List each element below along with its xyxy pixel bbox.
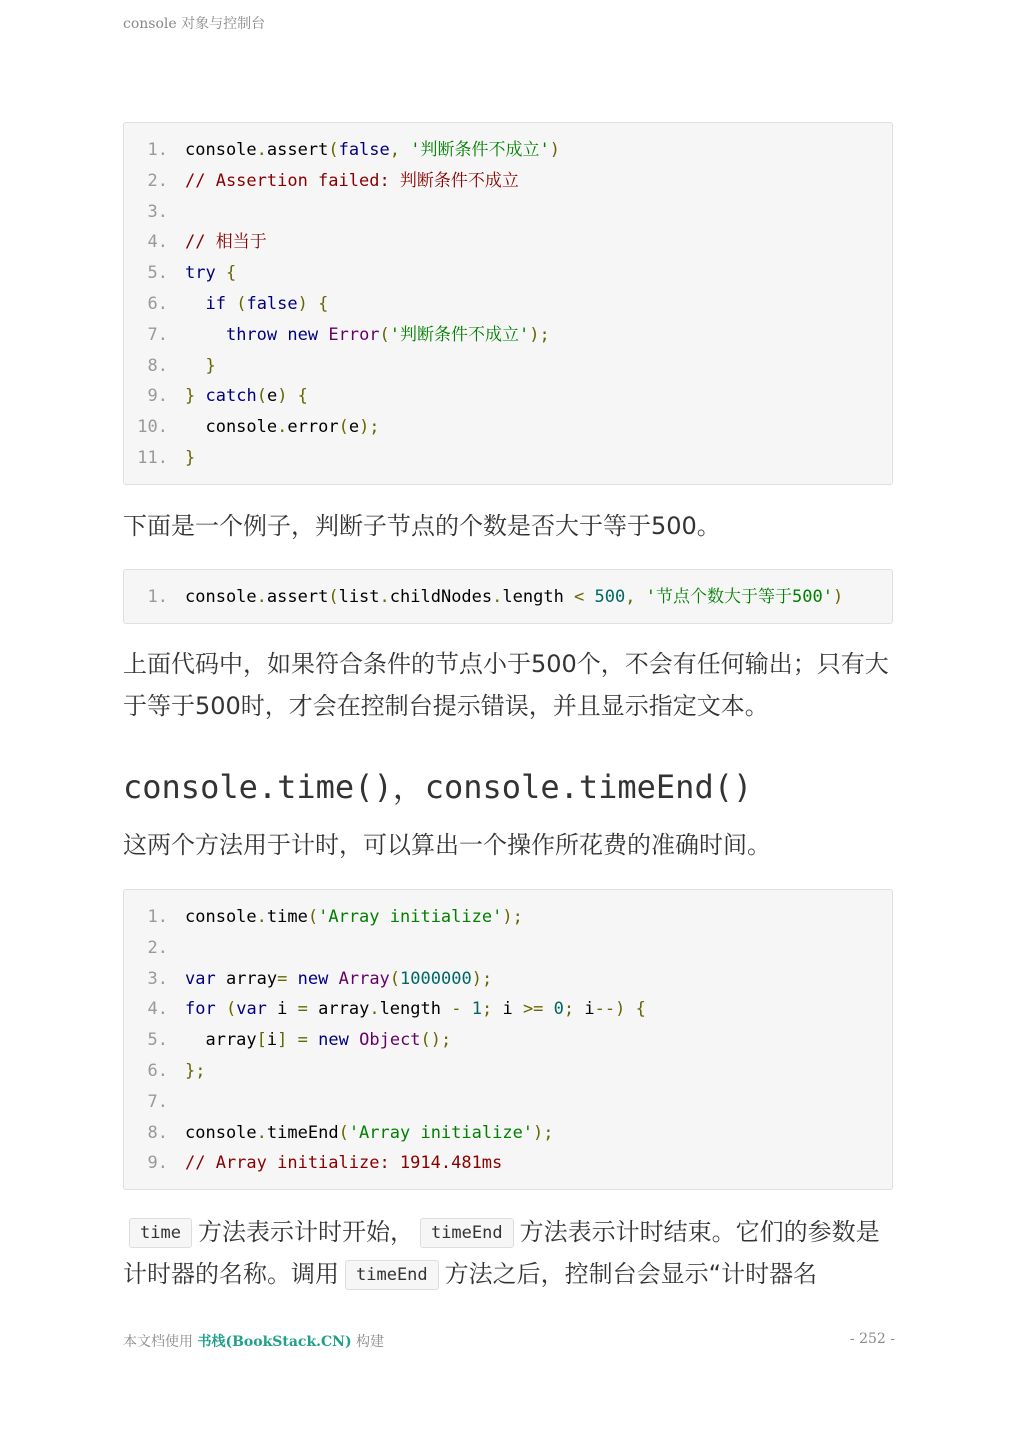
code-line: 3. var array= new Array(1000000); [147, 968, 493, 989]
code-block-time [123, 889, 893, 1190]
code-line: 6. }; [147, 1060, 206, 1081]
inline-code-timeend: timeEnd [345, 1260, 439, 1290]
bookstack-link[interactable]: 书栈(BookStack.CN) [197, 1334, 352, 1350]
code-line: 5. try { [147, 263, 237, 284]
paragraph-explanation: 上面代码中，如果符合条件的节点小于500个，不会有任何输出；只有大于等于500时，才会在控制台提示错误，并且显示指定文本。 [123, 650, 889, 720]
code-line: 2. [147, 937, 168, 958]
section-heading: console.time()，console.timeEnd() [123, 768, 753, 806]
code-line: 1. console.assert(false, '判断条件不成立') [147, 140, 560, 160]
paragraph-time-intro: 这两个方法用于计时，可以算出一个操作所花费的准确时间。 [123, 831, 771, 859]
code-line: 8. console.timeEnd('Array initialize'); [147, 1122, 554, 1143]
page-number: - 252 - [849, 1331, 895, 1347]
code-line: 9. } catch(e) { [147, 386, 308, 407]
code-line: 9. // Array initialize: 1914.481ms [147, 1153, 503, 1174]
code-line: 11. } [137, 447, 196, 468]
code-line: 10. console.error(e); [137, 417, 380, 438]
code-block-assert [123, 122, 893, 485]
inline-code-timeend: timeEnd [420, 1218, 514, 1248]
code-line: 4. for (var i = array.length - 1; i >= 0; i--) { [147, 999, 646, 1020]
code-line: 3. [147, 201, 168, 222]
running-header: console 对象与控制台 [123, 16, 266, 32]
code-line: 8. } [147, 355, 216, 376]
code-line: 1. console.time('Array initialize'); [147, 907, 523, 927]
code-line: 2. // Assertion failed: 判断条件不成立 [147, 170, 519, 191]
code-line: 4. // 相当于 [147, 232, 267, 253]
code-block-childnodes [123, 569, 893, 624]
code-line: 6. if (false) { [147, 293, 329, 314]
paragraph-example-intro: 下面是一个例子，判断子节点的个数是否大于等于500。 [123, 512, 721, 540]
footer-credit: 本文档使用 书栈(BookStack.CN) 构建 [123, 1334, 385, 1350]
paragraph-time-explanation: time 方法表示计时开始， timeEnd 方法表示计时结束。它们的参数是计时器的名称。调用 timeEnd 方法之后，控制台会显示“计时器名 [123, 1218, 880, 1288]
code-line: 7. [147, 1091, 168, 1112]
code-line: 5. array[i] = new Object(); [147, 1030, 452, 1051]
code-line: 7. throw new Error('判断条件不成立'); [147, 324, 550, 345]
inline-code-time: time [129, 1218, 192, 1248]
code-line: 1. console.assert(list.childNodes.length < 500, '节点个数大于等于500') [147, 587, 844, 607]
